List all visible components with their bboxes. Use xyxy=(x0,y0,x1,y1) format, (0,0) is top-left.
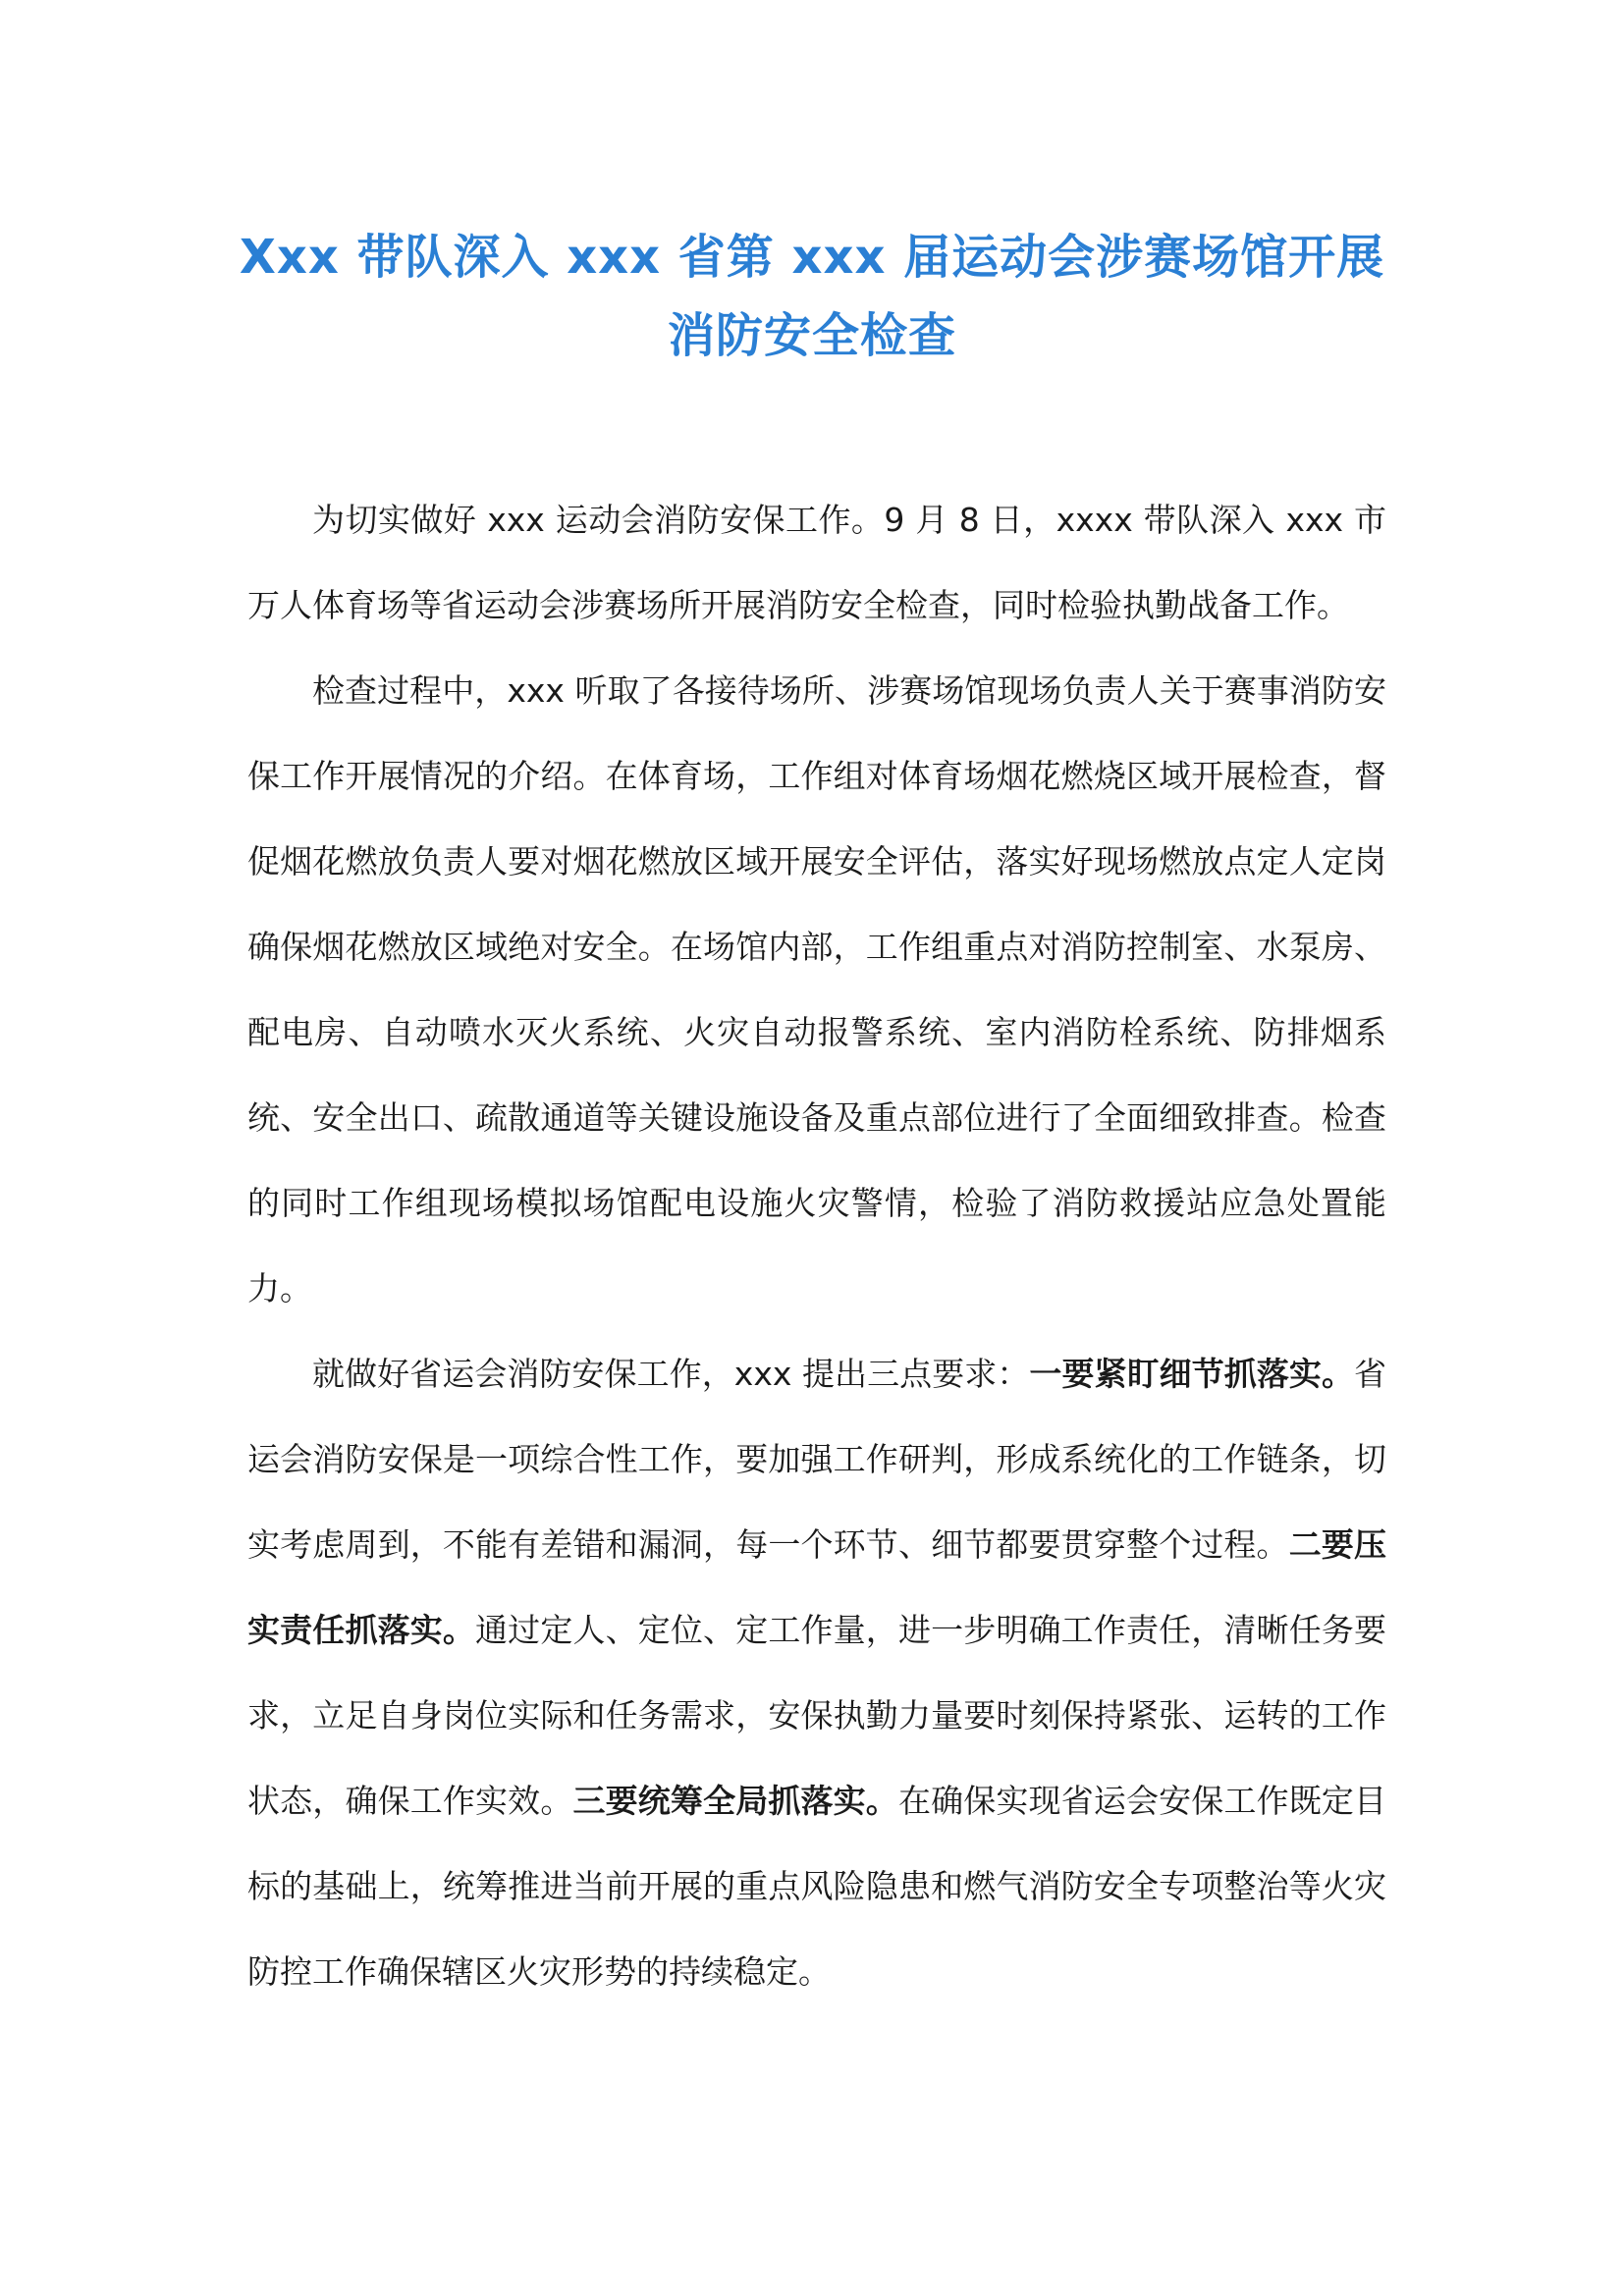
requirement-1-heading: 一要紧盯细节抓落实。 xyxy=(1029,1355,1355,1393)
requirement-3-text: 在确保实现省运会安保工作既定目标的基础上，统筹推进当前开展的重点风险隐患和燃气消防安全专项整治等火灾防控工作确保辖区火灾形势的持续稳定。 xyxy=(247,1782,1387,1991)
document-body xyxy=(247,477,1386,2014)
requirement-1-text: 省运会消防安保是一项综合性工作，要加强工作研判，形成系统化的工作链条，切实考虑周到，不能有差错和漏洞，每一个环节、细节都要贯穿整个过程。 xyxy=(247,1355,1387,1564)
requirement-2-heading: 二要压实责任抓落实。 xyxy=(247,1525,1387,1649)
requirement-3-heading: 三要统筹全局抓落实。 xyxy=(572,1782,898,1820)
paragraph-1: 为切实做好 xxx 运动会消防安保工作。9 月 8 日，xxxx 带队深入 xxx 市万人体育场等省运动会涉赛场所开展消防安全检查，同时检验执勤战备工作。 xyxy=(247,501,1386,624)
paragraph-2: 检查过程中，xxx 听取了各接待场所、涉赛场馆现场负责人关于赛事消防安保工作开展情况的介绍。在体育场，工作组对体育场烟花燃烧区域开展检查，督促烟花燃放负责人要对烟花燃放区域开展安全评估，落实好现场燃放点定人定岗确保烟花燃放区域绝对安全。在场馆内部，工作组重点对消防控制室、水泵房、配电房、自动喷水灭火系统、火灾自动报警系统、室内消防栓系统、防排烟系统、安全出口、疏散通道等关键设施设备及重点部位进行了全面细致排查。检查的同时工作组现场模拟场馆配电设施火灾警情，检验了消防救援站应急处置能力。 xyxy=(247,671,1386,1308)
paragraph-3-intro: 就做好省运会消防安保工作，xxx 提出三点要求： xyxy=(312,1355,1030,1393)
title-line-1: Xxx 带队深入 xxx 省第 xxx 届运动会涉赛场馆开展 xyxy=(239,230,1385,285)
document-title xyxy=(177,218,1447,375)
paragraph-3 xyxy=(247,1331,1386,2014)
requirement-2-text: 通过定人、定位、定工作量，进一步明确工作责任，清晰任务要求，立足自身岗位实际和任务需求，安保执勤力量要时刻保持紧张、运转的工作状态，确保工作实效。 xyxy=(247,1611,1387,1820)
title-line-2: 消防安全检查 xyxy=(667,308,956,363)
